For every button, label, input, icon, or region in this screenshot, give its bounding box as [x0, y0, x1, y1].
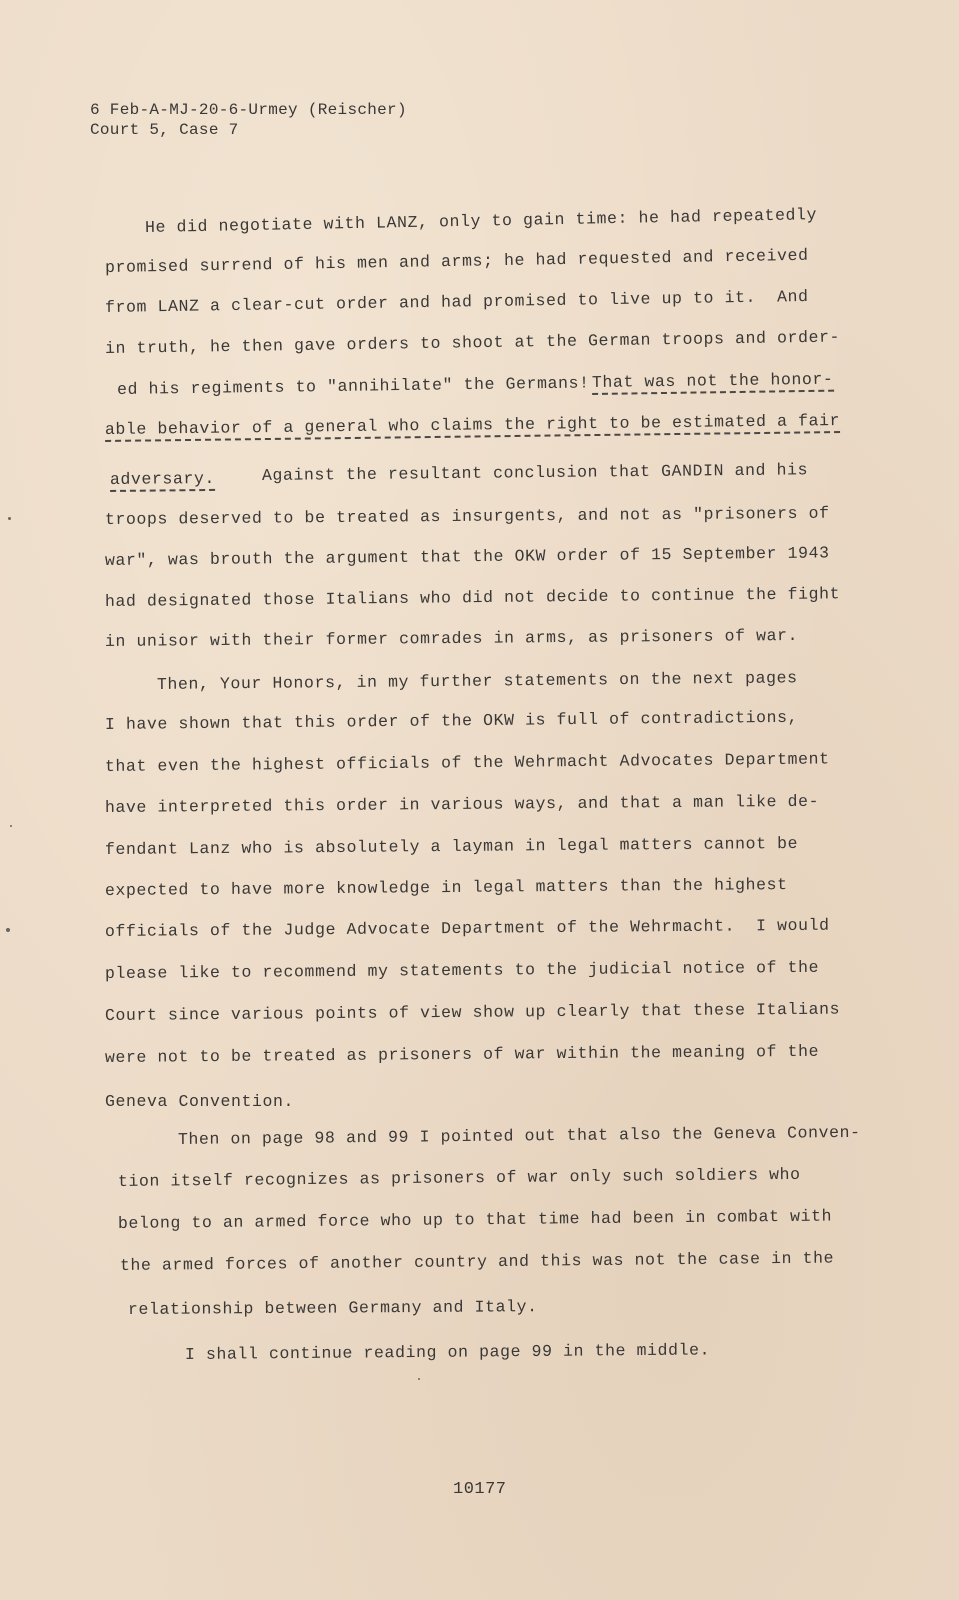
text-line: from LANZ a clear-cut order and had promised to live up to it. And — [104, 286, 809, 317]
paper-speck — [6, 928, 10, 932]
paper-speck — [10, 825, 12, 827]
underlined-text: That was not the honor- — [592, 370, 834, 395]
text-line: tion itself recognizes as prisoners of war only such soldiers who — [117, 1164, 801, 1191]
header-court-case: Court 5, Case 7 — [90, 121, 239, 139]
text-line: Court since various points of view show up clearly that these Italians — [104, 999, 841, 1025]
page-number: 10177 — [453, 1480, 507, 1499]
text-line: expected to have more knowledge in legal matters than the highest — [104, 875, 788, 900]
text-line: had designated those Italians who did not decide to continue the fight — [104, 584, 841, 611]
text-line: have interpreted this order in various ways, and that a man like de- — [104, 791, 820, 817]
text-line: officials of the Judge Advocate Department of the Wehrmacht. I would — [104, 915, 830, 941]
underlined-text: able behavior of a general who claims the right to be estimated a fair — [105, 411, 840, 442]
text-line: Then on page 98 and 99 I pointed out that also the Geneva Conven- — [177, 1122, 861, 1149]
text-line: Against the resultant conclusion that GANDIN and his — [261, 460, 809, 485]
text-line: in truth, he then gave orders to shoot at the German troops and order- — [104, 327, 841, 358]
text-line: Then, Your Honors, in my further statements on the next pages — [156, 668, 798, 694]
text-line: troops deserved to be treated as insurgents, and not as "prisoners of — [104, 503, 830, 529]
text-line: I shall continue reading on page 99 in the middle. — [184, 1340, 711, 1364]
text-line: in unisor with their former comrades in arms, as prisoners of war. — [104, 625, 799, 651]
text-line: I have shown that this order of the OKW is full of contradictions, — [104, 707, 799, 734]
header-reference: 6 Feb-A-MJ-20-6-Urmey (Reischer) — [90, 101, 407, 119]
paper-speck — [418, 1378, 420, 1380]
text-line: fendant Lanz who is absolutely a layman in legal matters cannot be — [104, 833, 799, 859]
paper-speck — [8, 517, 11, 520]
text-line: Geneva Convention. — [105, 1092, 295, 1111]
text-line: were not to be treated as prisoners of war within the meaning of the — [104, 1041, 820, 1067]
text-line: belong to an armed force who up to that time had been in combat with — [117, 1206, 833, 1233]
text-line: that even the highest officials of the Wehrmacht Advocates Department — [104, 749, 830, 776]
text-line: the armed forces of another country and this was not the case in the — [119, 1248, 835, 1275]
text-line: He did negotiate with LANZ, only to gain time: he had repeatedly — [144, 205, 818, 237]
underlined-text: adversary. — [110, 469, 215, 492]
text-line: ed his regiments to "annihilate" the Germans! — [116, 373, 590, 399]
text-line: promised surrend of his men and arms; he had requested and received — [104, 245, 809, 277]
document-header — [90, 100, 407, 140]
text-line: war", was brouth the argument that the OKW order of 15 September 1943 — [104, 543, 830, 570]
text-line: please like to recommend my statements to the judicial notice of the — [104, 957, 820, 983]
text-line: relationship between Germany and Italy. — [127, 1297, 538, 1319]
